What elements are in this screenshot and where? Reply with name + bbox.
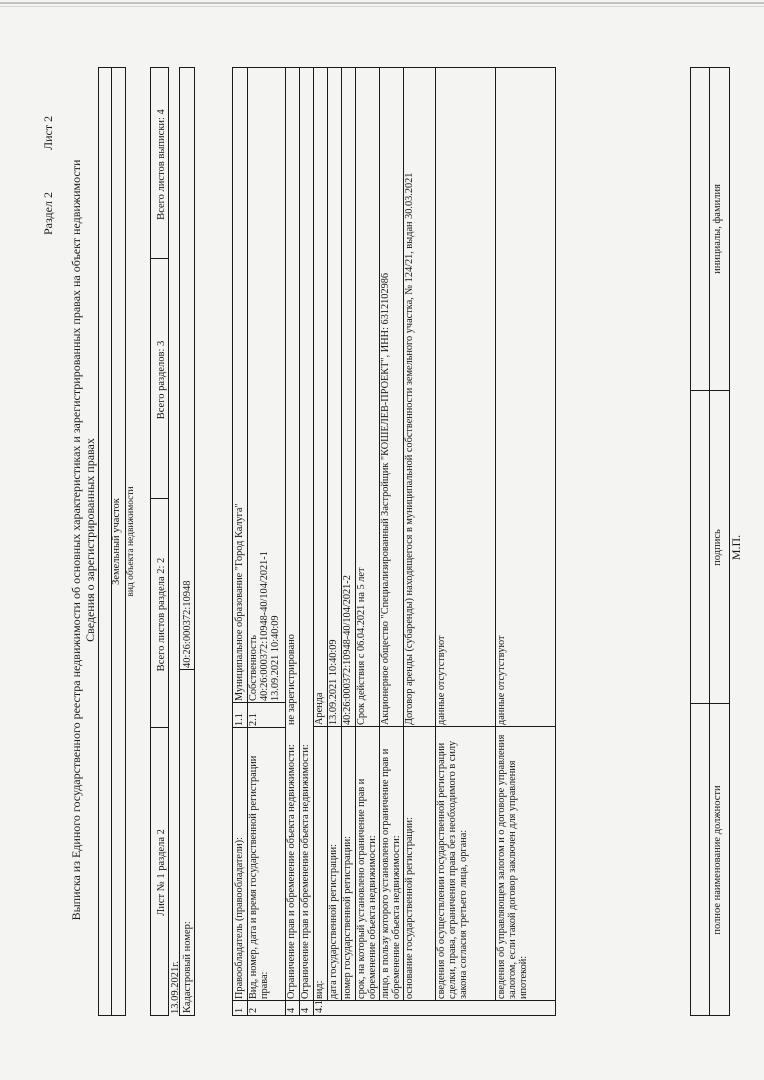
- summary-sheet-no: Лист № 1 раздела 2: [156, 829, 167, 916]
- detail-value-reg-date: 13.09.2021 10:40:09: [328, 639, 339, 725]
- position-caption: полное наименование должности: [712, 785, 723, 935]
- row-2-subnumber: 2.1: [248, 713, 259, 726]
- signature-caption: подпись: [712, 529, 723, 566]
- detail-label-reg-number: номер государственной регистрации:: [342, 836, 353, 999]
- statement-date: 13.09.2021г.: [170, 961, 181, 1014]
- detail-label-beneficiary: лицо, в пользу которого установлено ограничение прав и обременение объекта недвижимости:: [380, 748, 403, 999]
- detail-value-no-consent: данные отсутствуют: [436, 635, 447, 725]
- detail-label-term: срок, на который установлено ограничение прав и обременение объекта недвижимости:: [356, 778, 379, 999]
- row-2-label: Вид, номер, дата и время государственной регистрации права:: [248, 755, 271, 999]
- row-3-label: Ограничение прав и обременение объекта недвижимости:: [286, 744, 297, 999]
- row-3-number: 4: [286, 1007, 297, 1013]
- document-subtitle: Сведения о зарегистрированных правах: [83, 438, 97, 642]
- detail-label-no-consent: сведения об осуществлении государственной регистрации сделки, права, ограничения права без необходимого в силу закона согласия третьего лица, органа:: [436, 740, 470, 999]
- row-2-number: 2: [248, 1007, 259, 1013]
- registration-value: Собственность 40:26:000372:10948-40/104/2021-1 13.09.2021 10:40:09: [248, 551, 282, 701]
- detail-value-pledge-manager: данные отсутствуют: [496, 635, 507, 725]
- object-type-caption: вид объекта недвижимости: [126, 486, 136, 597]
- document-title: Выписка из Единого государственного реестра недвижимости об основных характеристиках и зарегистрированных правах на объект недвижимости: [69, 159, 83, 921]
- sheet-label: Лист 2: [41, 115, 55, 150]
- row-3-value: не зарегистрировано: [286, 634, 297, 725]
- signature-block: [690, 67, 730, 1016]
- row-4-label: Ограничение прав и обременение объекта недвижимости:: [300, 744, 311, 999]
- detail-label-reg-date: дата государственной регистрации:: [328, 843, 339, 999]
- stamp-mark: М.П.: [729, 534, 743, 561]
- cadastral-row: [179, 67, 195, 1016]
- detail-value-reg-number: 40:26:000372:10948-40/104/2021-2: [342, 575, 353, 725]
- row-4-subnumber: 4.1: [314, 1000, 325, 1013]
- row-1-label: Правообладатель (правообладатели):: [234, 837, 245, 999]
- section-label: Раздел 2: [41, 192, 55, 235]
- row-1-number: 1: [234, 1007, 245, 1013]
- detail-value-type: Аренда: [314, 692, 325, 725]
- detail-value-basis: Договор аренды (субаренды) находящегося в муниципальной собственности земельного участка, № 124/21, выдан 30.03.2021: [404, 172, 415, 725]
- detail-label-type: вид:: [314, 980, 325, 999]
- object-type-value: Земельный участок: [111, 498, 122, 585]
- summary-sheets-in-section: Всего листов раздела 2: 2: [156, 557, 167, 672]
- owner-value: Муниципальное образование "Город Калуга": [234, 503, 245, 701]
- summary-sheets-total: Всего листов выписки: 4: [156, 109, 167, 220]
- detail-value-beneficiary: Акционерное общество "Специализированный Застройщик "КОШЕЛЕВ-ПРОЕКТ", ИНН: 6312102986: [380, 272, 391, 725]
- row-4-number: 4: [300, 1007, 311, 1013]
- name-caption: инициалы, фамилия: [712, 184, 723, 274]
- cadastral-label: Кадастровый номер:: [182, 921, 193, 1013]
- cadastral-number: 40:26:000372:10948: [182, 580, 193, 668]
- row-1-subnumber: 1.1: [234, 713, 245, 726]
- summary-sections-total: Всего разделов: 3: [156, 340, 167, 420]
- detail-label-pledge-manager: сведения об управляющем залогом и о договоре управления залогом, если такой договор заключен для управления ипотекой:: [496, 734, 530, 999]
- detail-label-basis: основание государственной регистрации:: [404, 817, 415, 999]
- detail-value-term: Срок действия с 06.04.2021 на 5 лет: [356, 567, 367, 725]
